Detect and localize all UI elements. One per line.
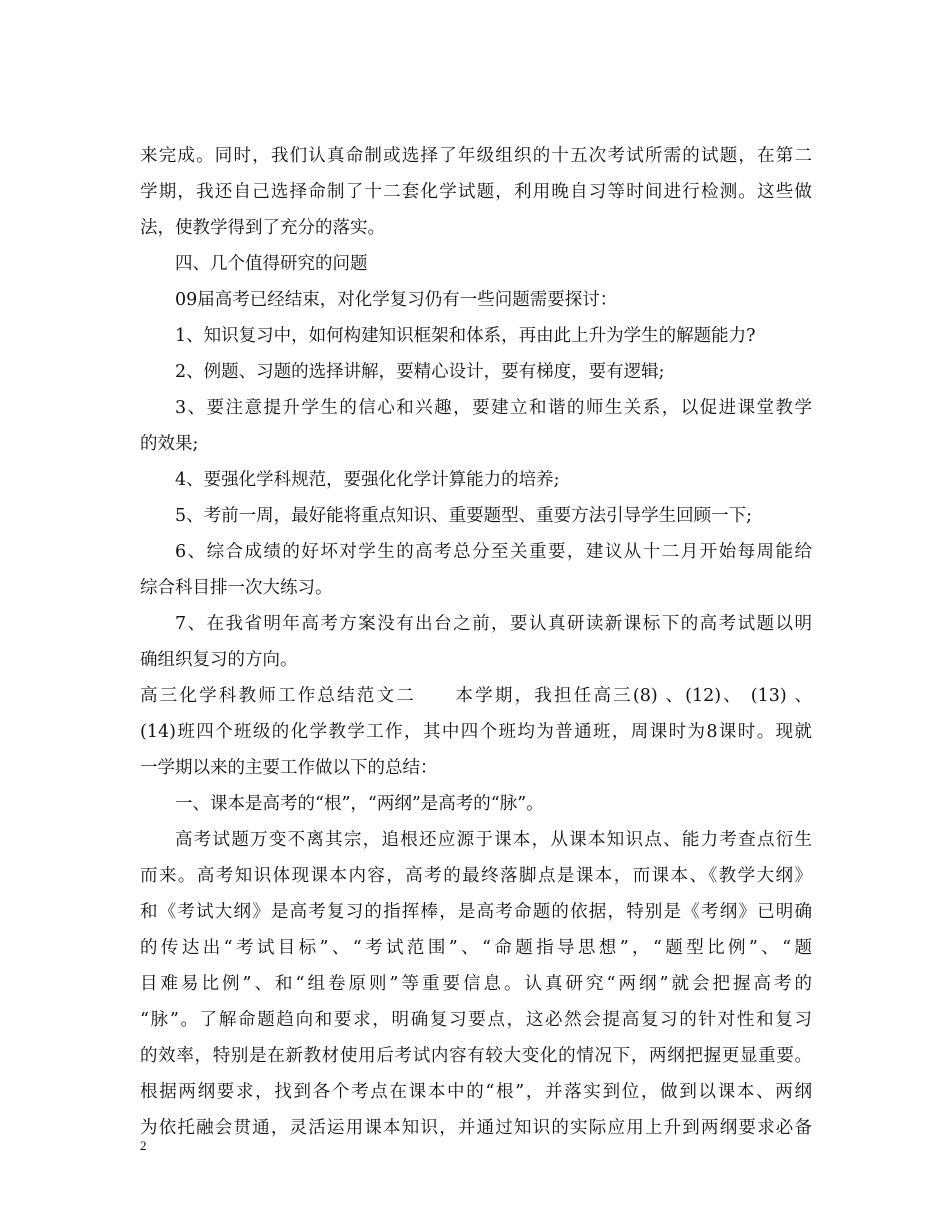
text-line: 而来。高考知识体现课本内容，高考的最终落脚点是课本，而课本、《教学大纲》 [140, 866, 812, 886]
list-item: 2、例题、习题的选择讲解，要精心设计，要有梯度，要有逻辑; [175, 362, 665, 382]
text-line: 的传达出“考试目标”、“考试范围”、“命题指导思想”，“题型比例”、“题 [140, 938, 812, 958]
section-heading: 一、课本是高考的“根”，“两纲”是高考的“脉”。 [175, 794, 544, 814]
text-line: 根据两纲要求，找到各个考点在课本中的“根”，并落实到位，做到以课本、两纲 [140, 1082, 812, 1102]
text-line: 来完成。同时，我们认真命制或选择了年级组织的十五次考试所需的试题，在第二 [140, 146, 812, 166]
text-line: 为依托融会贯通，灵活运用课本知识，并通过知识的实际应用上升到两纲要求必备 [140, 1118, 812, 1138]
list-item: 5、考前一周，最好能将重点知识、重要题型、重要方法引导学生回顾一下; [175, 506, 753, 526]
text-line: 一学期以来的主要工作做以下的总结： [140, 758, 438, 778]
text-line: “脉”。了解命题趋向和要求，明确复习要点，这必然会提高复习的针对性和复习 [140, 1010, 812, 1030]
list-item: 3、要注意提升学生的信心和兴趣，要建立和谐的师生关系，以促进课堂教学 [175, 398, 812, 418]
text-line: 的效率，特别是在新教材使用后考试内容有较大变化的情况下，两纲把握更显重要。 [140, 1046, 812, 1066]
list-item: 1、知识复习中，如何构建知识框架和体系，再由此上升为学生的解题能力? [175, 326, 756, 346]
text-line: 确组织复习的方向。 [140, 650, 298, 670]
text-line: 综合科目排一次大练习。 [140, 578, 333, 598]
text-line: 和《考试大纲》是高考复习的指挥棒，是高考命题的依据，特别是《考纲》已明确 [140, 902, 812, 922]
text-line: 目难易比例”、和“组卷原则”等重要信息。认真研究“两纲”就会把握高考的 [140, 974, 812, 994]
text-line: 09届高考已经结束，对化学复习仍有一些问题需要探讨： [175, 290, 618, 310]
list-item: 4、要强化学科规范，要强化化学计算能力的培养; [175, 470, 560, 490]
section-title: 高三化学科教师工作总结范文二 本学期，我担任高三(8) 、(12)、 (13) 、 [140, 686, 812, 706]
text-line: 高考试题万变不离其宗，追根还应源于课本，从课本知识点、能力考查点衍生 [175, 830, 812, 850]
text-line: 学期，我还自己选择命制了十二套化学试题，利用晚自习等时间进行检测。这些做 [140, 182, 812, 202]
text-line: 的效果; [140, 434, 199, 454]
list-item: 6、综合成绩的好坏对学生的高考总分至关重要，建议从十二月开始每周能给 [175, 542, 812, 562]
page-number: 2 [140, 1138, 147, 1153]
text-line: (14)班四个班级的化学教学工作，其中四个班均为普通班，周课时为8课时。现就 [140, 722, 812, 742]
text-line: 法，使教学得到了充分的落实。 [140, 218, 385, 238]
list-item: 7、在我省明年高考方案没有出台之前，要认真研读新课标下的高考试题以明 [175, 614, 812, 634]
section-heading: 四、几个值得研究的问题 [175, 254, 368, 274]
